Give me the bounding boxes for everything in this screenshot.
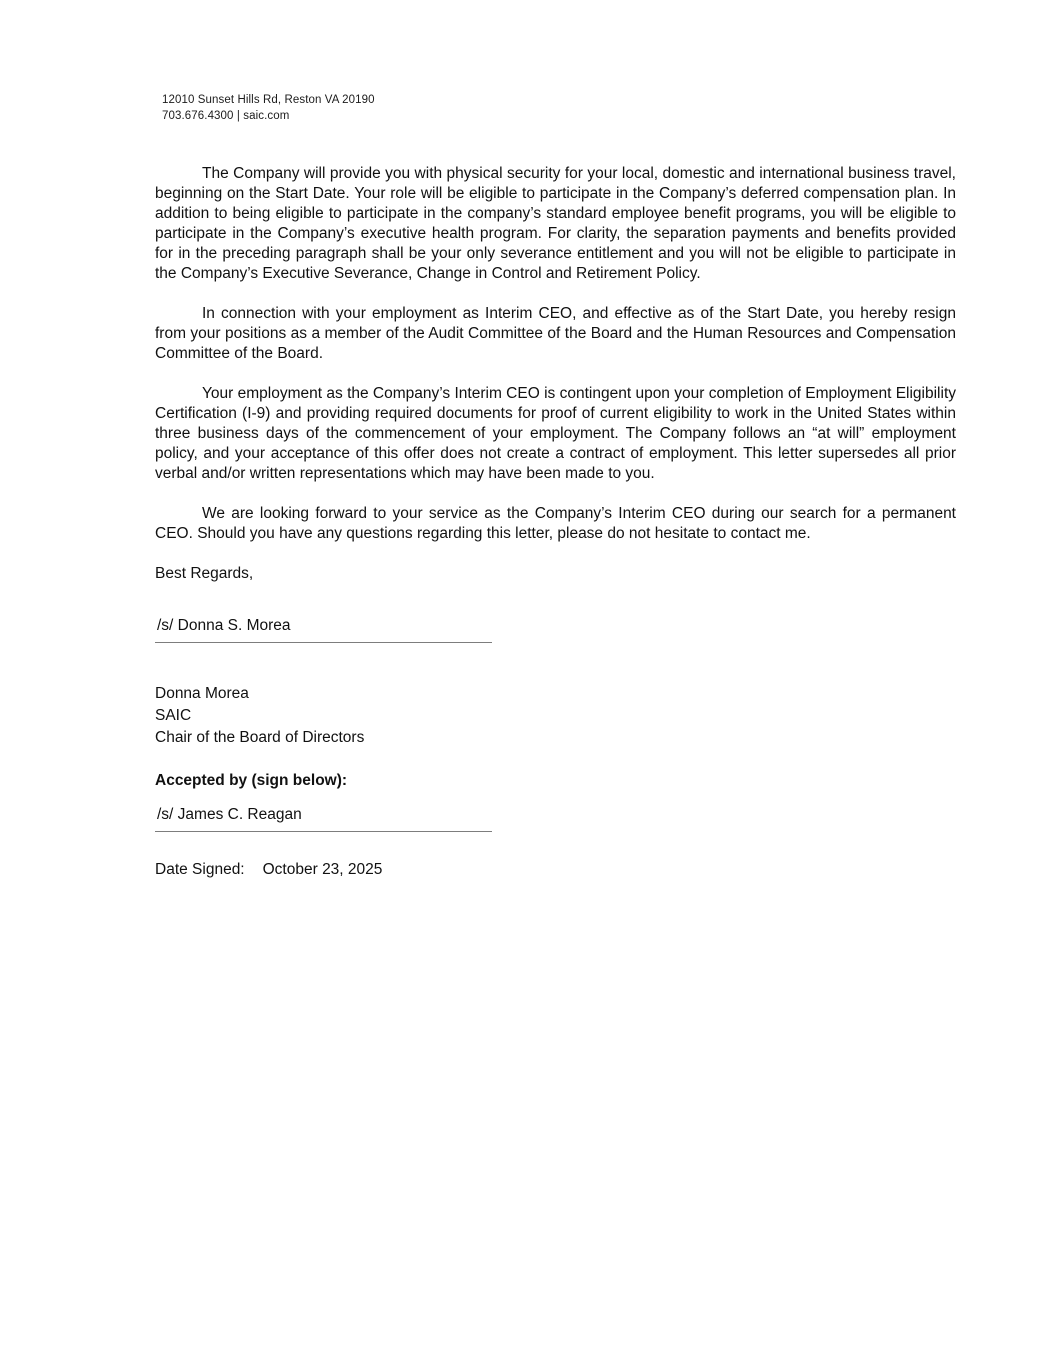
acceptor-signature-line <box>155 805 492 832</box>
letterhead <box>162 92 375 124</box>
sender-title: Chair of the Board of Directors <box>155 729 365 746</box>
date-signed-label: Date Signed: <box>155 861 245 878</box>
sender-signature-line <box>155 616 492 643</box>
sender-signature: /s/ Donna S. Morea <box>157 617 291 634</box>
paragraph-farewell: We are looking forward to your service as the Company’s Interim CEO during our search for a permanent CEO. Should you have any questions regarding this letter, please do not hesitate to contact me. <box>155 505 956 542</box>
paragraph-resignation: In connection with your employment as Interim CEO, and effective as of the Start Date, you hereby resign from your positions as a member of the Audit Committee of the Board and the Human Resources and Compensation Committee of the Board. <box>155 305 956 362</box>
accepted-by-label: Accepted by (sign below): <box>155 772 348 789</box>
acceptor-signature: /s/ James C. Reagan <box>157 806 302 823</box>
sender-company: SAIC <box>155 707 192 724</box>
paragraph-benefits: The Company will provide you with physical security for your local, domestic and international business travel, beginning on the Start Date. Your role will be eligible to participate in the Company’s deferred compensation plan. In addition to being eligible to participate in the company’s standard employee benefit programs, you will be eligible to participate in the Company’s executive health program. For clarity, the separation payments and benefits provided for in the preceding paragraph shall be your only severance entitlement and you will not be eligible to participate in the Company’s Executive Severance, Change in Control and Retirement Policy. <box>155 165 956 282</box>
sender-name: Donna Morea <box>155 685 249 702</box>
date-signed-row <box>155 860 956 880</box>
letterhead-contact: 703.676.4300 | saic.com <box>162 110 290 122</box>
letter-body <box>155 164 956 880</box>
sender-info-block <box>155 683 956 749</box>
closing-salutation: Best Regards, <box>155 565 254 582</box>
letterhead-address: 12010 Sunset Hills Rd, Reston VA 20190 <box>162 94 375 106</box>
date-signed-value: October 23, 2025 <box>262 861 383 878</box>
paragraph-eligibility: Your employment as the Company’s Interim CEO is contingent upon your completion of Employment Eligibility Certification (I-9) and providing required documents for proof of current eligibility to work in the United States within three business days of the commencement of your employment. The Company follows an “at will” employment policy, and your acceptance of this offer does not create a contract of employment. This letter supersedes all prior verbal and/or written representations which may have been made to you. <box>155 385 956 482</box>
